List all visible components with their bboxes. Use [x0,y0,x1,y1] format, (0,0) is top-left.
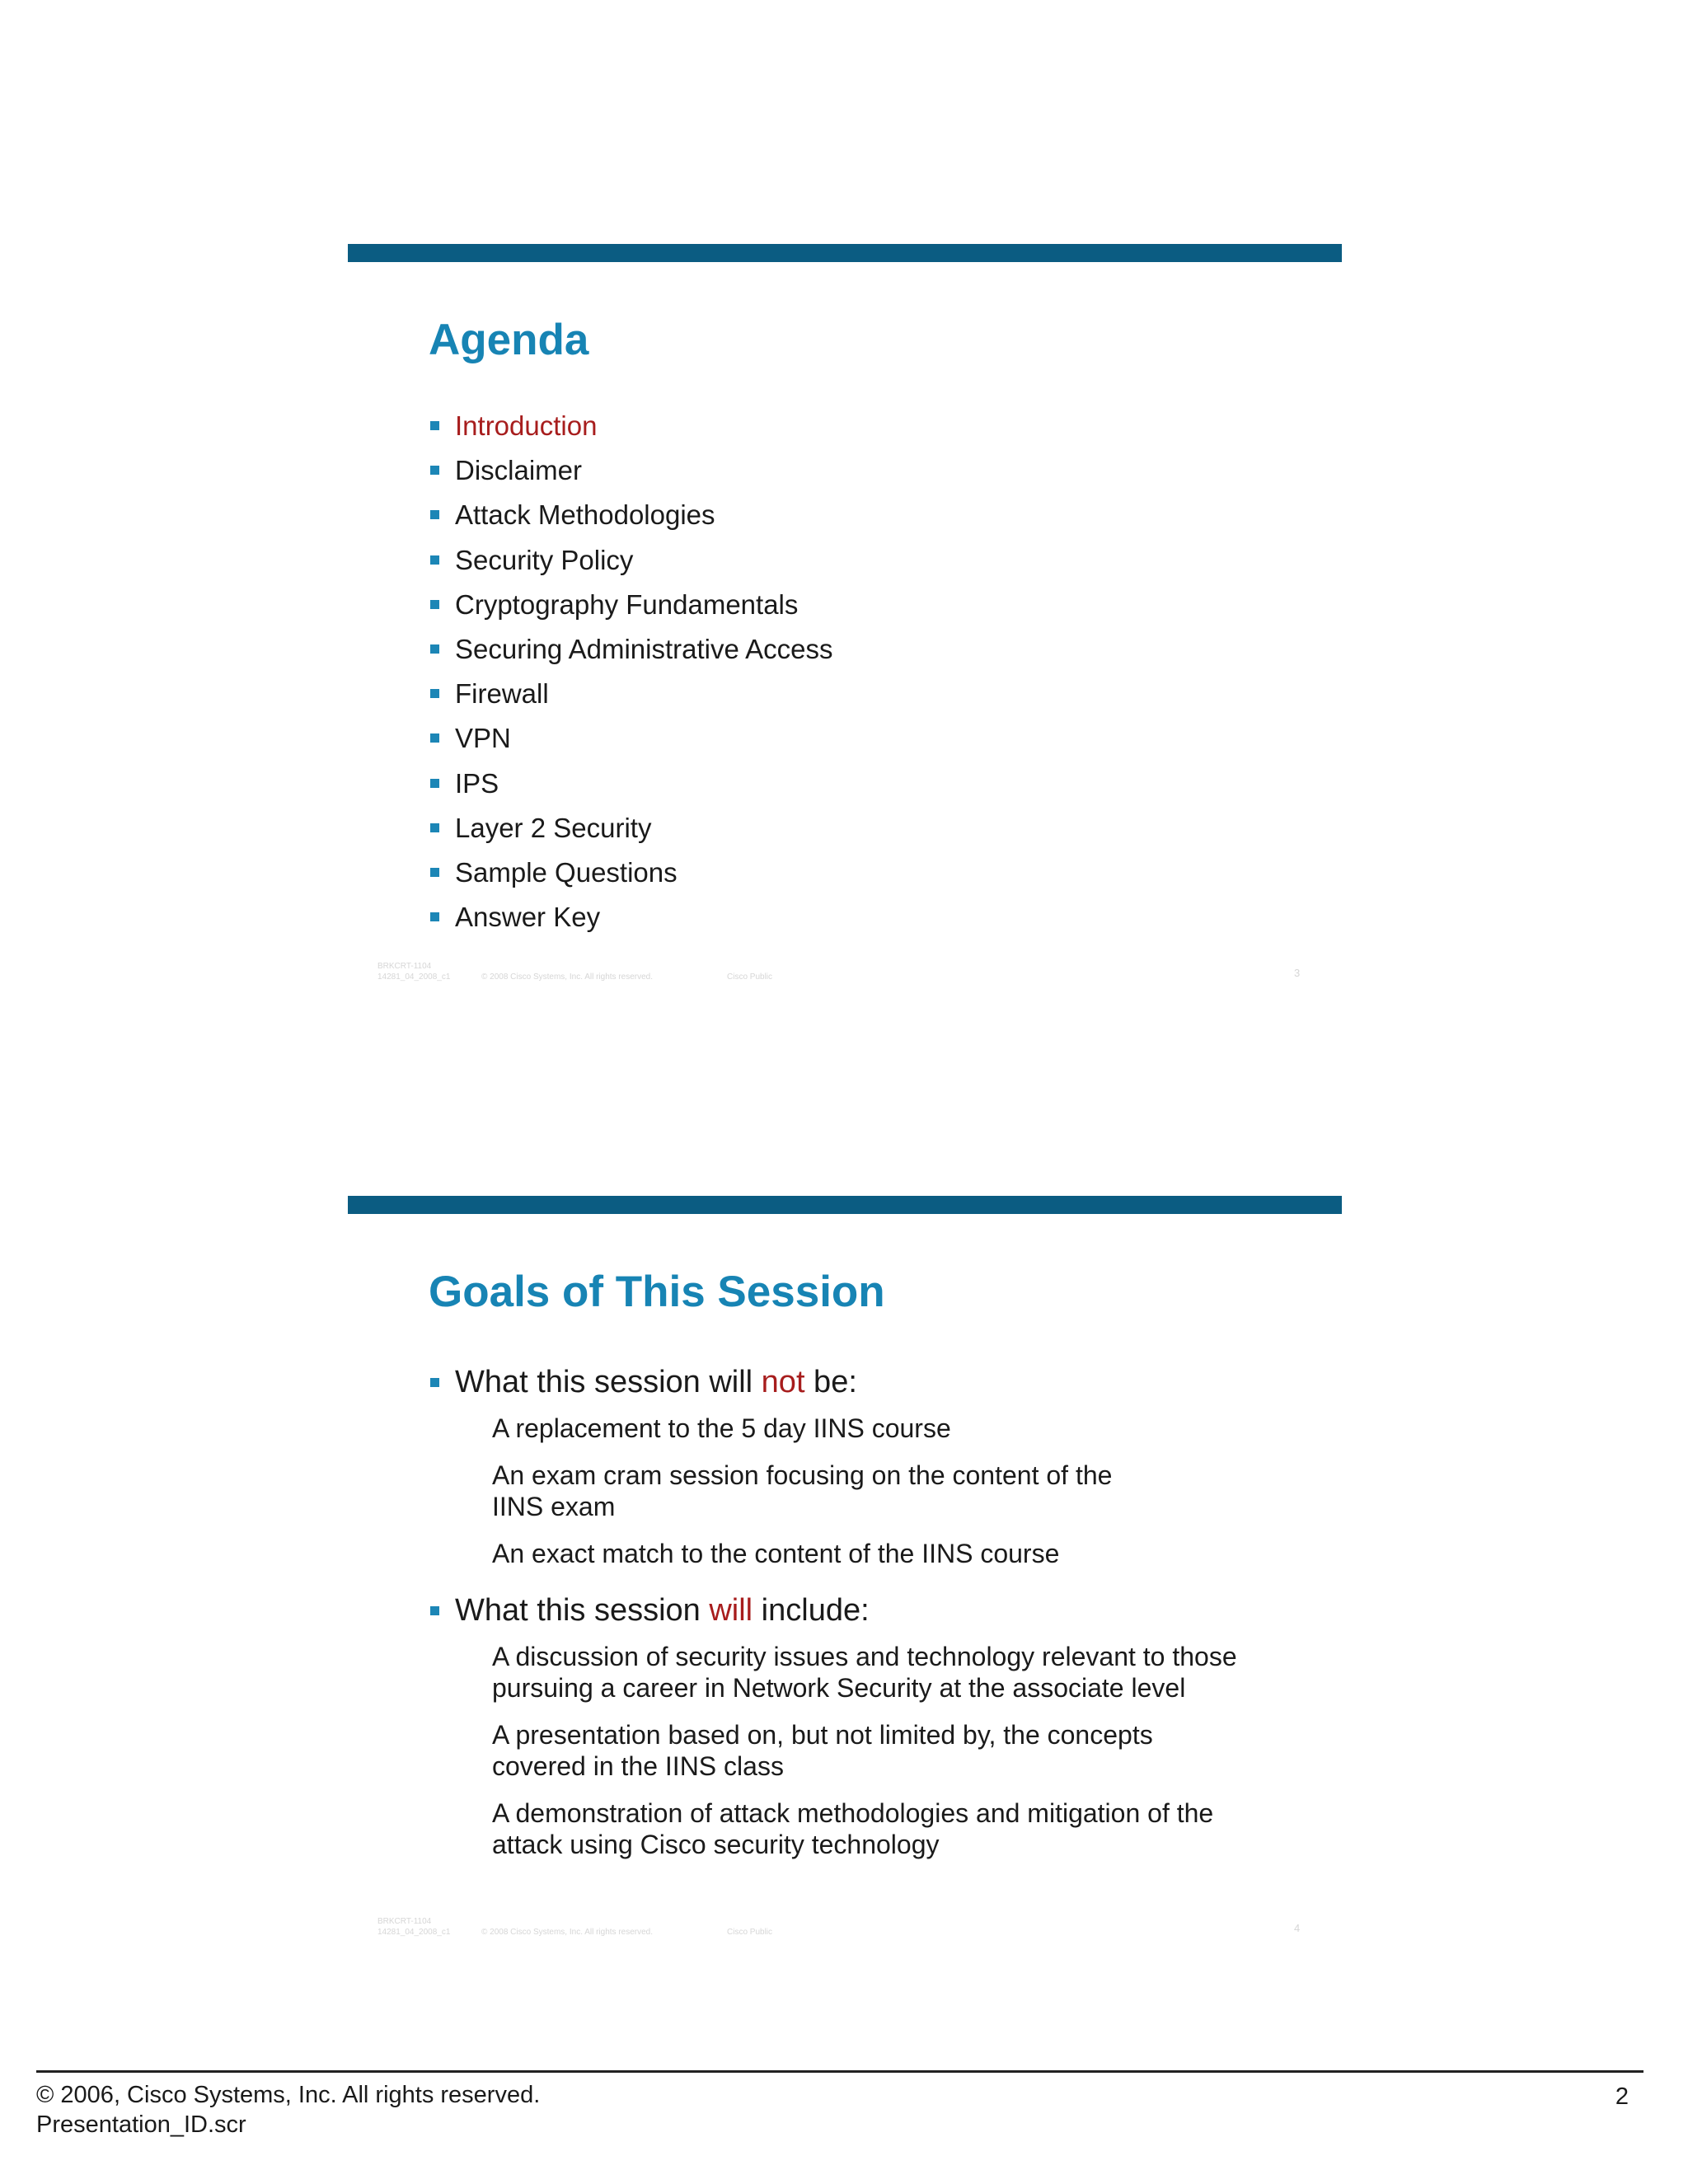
agenda-item [429,452,833,496]
slide-classification: Cisco Public [727,1928,773,1937]
agenda-item [429,898,833,943]
goal-heading-post: include: [753,1593,870,1628]
square-bullet-icon [430,421,439,430]
agenda-item-label: Securing Administrative Access [455,633,833,664]
square-bullet-icon [430,689,439,698]
agenda-item-label: Attack Methodologies [455,499,715,531]
square-bullet-icon [430,912,439,921]
square-bullet-icon [430,466,439,475]
agenda-item-label: Layer 2 Security [455,812,652,843]
goal-sub-item: An exam cram session focusing on the content of the IINS exam [492,1460,1113,1521]
agenda-slide [348,244,1342,1085]
goal-sub-list [429,1413,1302,1569]
square-bullet-icon [430,1378,439,1387]
slide-copyright: © 2008 Cisco Systems, Inc. All rights reserved. [481,972,654,982]
goal-sub-item: A presentation based on, but not limited by, the concepts covered in the IINS class [492,1720,1153,1781]
agenda-item-label: Firewall [455,678,549,710]
presentation-id: Presentation_ID.scr [36,2111,246,2138]
agenda-item [429,765,833,809]
goal-heading-highlight: will [709,1593,753,1628]
slide-header-bar [348,1196,1342,1214]
square-bullet-icon [430,1606,439,1615]
goal-heading [429,1363,1302,1401]
agenda-item [429,541,833,586]
agenda-item-label: Introduction [455,410,598,441]
agenda-item-label: Cryptography Fundamentals [455,588,799,620]
goal-heading-pre: What this session [455,1593,710,1628]
slide-copyright: © 2008 Cisco Systems, Inc. All rights reserved. [481,1928,654,1937]
agenda-item-label: Answer Key [455,902,601,933]
agenda-item-label: Disclaimer [455,455,583,486]
slide-session-id: BRKCRT-1104 [377,962,432,971]
slide-header-bar [348,244,1342,262]
slide-number: 4 [1294,1922,1301,1934]
footer-divider [36,2070,1643,2073]
agenda-item-label: VPN [455,723,511,754]
square-bullet-icon [430,600,439,609]
square-bullet-icon [430,510,439,519]
agenda-item [429,407,833,452]
agenda-item [429,675,833,719]
goal-sub-list [429,1641,1302,1860]
agenda-item [429,809,833,854]
agenda-item-label: Security Policy [455,544,634,575]
agenda-item [429,719,833,764]
agenda-item-label: Sample Questions [455,856,678,888]
goal-sub-item: A discussion of security issues and technology relevant to those pursuing a career in Network Security at the associate level [492,1642,1237,1703]
goal-sub-item: An exact match to the content of the IINS course [492,1539,1060,1568]
slide-course-code: 14281_04_2008_c1 [377,972,451,982]
slide-session-id: BRKCRT-1104 [377,1917,432,1926]
slide-course-code: 14281_04_2008_c1 [377,1928,451,1937]
square-bullet-icon [430,644,439,654]
agenda-item [429,630,833,675]
agenda-item [429,496,833,541]
slide-classification: Cisco Public [727,972,773,982]
goal-heading-highlight: not [761,1365,805,1399]
slide-footer [377,1916,1317,1941]
agenda-list [429,407,833,943]
square-bullet-icon [430,779,439,788]
goal-heading-post: be: [804,1365,857,1399]
goal-heading [429,1591,1302,1629]
agenda-item-label: IPS [455,767,499,799]
goal-sub-item: A replacement to the 5 day IINS course [492,1413,951,1443]
square-bullet-icon [430,868,439,877]
goal-group-will [429,1591,1302,1860]
slide-footer [377,961,1317,986]
square-bullet-icon [430,733,439,743]
goal-sub-item: A demonstration of attack methodologies and mitigation of the attack using Cisco security technology [492,1798,1214,1859]
goals-slide [348,1196,1342,2036]
goal-heading-pre: What this session will [455,1365,762,1399]
agenda-item [429,854,833,898]
square-bullet-icon [430,823,439,832]
slide-title: Agenda [429,316,589,364]
square-bullet-icon [430,555,439,565]
page-copyright: © 2006, Cisco Systems, Inc. All rights reserved. [36,2082,541,2108]
page-number: 2 [1615,2083,1629,2110]
goal-group-not [429,1363,1302,1569]
slide-title: Goals of This Session [429,1268,885,1316]
agenda-item [429,586,833,630]
slide-number: 3 [1294,967,1301,979]
